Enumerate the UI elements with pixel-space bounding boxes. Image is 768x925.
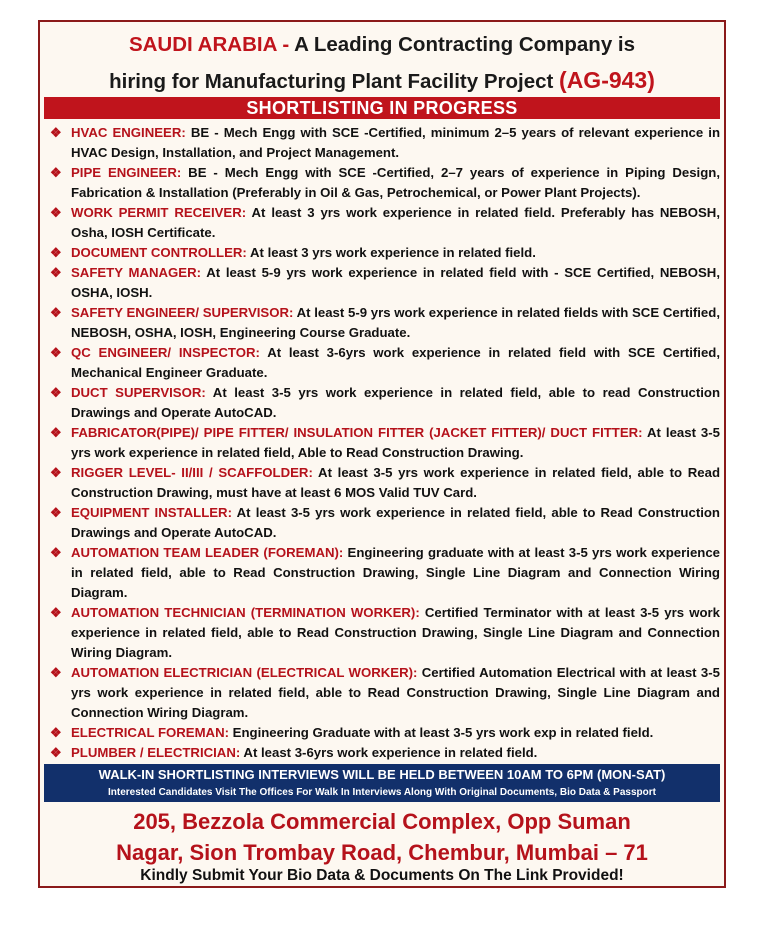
diamond-bullet-icon: ❖	[50, 745, 62, 760]
job-list	[50, 123, 720, 763]
job-title: QC ENGINEER/ INSPECTOR:	[71, 345, 260, 360]
job-description: Engineering graduate with at least 3-5 yrs work experience in related field, able to Read Construction Drawing, Single Line Diagram and Connection Wiring Diagram.	[71, 545, 721, 600]
address-line-2: Nagar, Sion Trombay Road, Chembur, Mumbai – 71	[116, 840, 648, 865]
job-title: DOCUMENT CONTROLLER:	[71, 245, 247, 260]
header-company: A Leading Contracting Company is	[294, 33, 636, 56]
job-item	[50, 163, 720, 203]
office-address	[40, 806, 724, 868]
job-title: SAFETY MANAGER:	[71, 265, 202, 280]
job-title: AUTOMATION TECHNICIAN (TERMINATION WORKER):	[71, 605, 420, 620]
job-description: At least 3 yrs work experience in related field. Preferably has NEBOSH, Osha, IOSH Certificate.	[71, 205, 720, 240]
job-title: FABRICATOR(PIPE)/ PIPE FITTER/ INSULATION FITTER (JACKET FITTER)/ DUCT FITTER:	[71, 425, 643, 440]
diamond-bullet-icon: ❖	[50, 305, 62, 320]
diamond-bullet-icon: ❖	[50, 505, 62, 520]
job-description: At least 3-6yrs work experience in related field.	[240, 745, 538, 760]
job-title: HVAC ENGINEER:	[71, 125, 186, 140]
submit-note: Kindly Submit Your Bio Data & Documents On The Link Provided!	[140, 867, 624, 884]
job-item	[50, 723, 720, 743]
header-project: hiring for Manufacturing Plant Facility Project	[109, 70, 554, 93]
job-item	[50, 423, 720, 463]
poster-header	[40, 28, 724, 98]
job-item	[50, 243, 720, 263]
header-line-2	[40, 62, 724, 98]
job-item	[50, 123, 720, 163]
diamond-bullet-icon: ❖	[50, 345, 62, 360]
job-title: AUTOMATION ELECTRICIAN (ELECTRICAL WORKER):	[71, 665, 418, 680]
job-description: At least 3-5 yrs work experience in related field, able to Read Construction Drawing, must have at least 6 MOS Valid TUV Card.	[71, 465, 721, 500]
job-title: WORK PERMIT RECEIVER:	[71, 205, 247, 220]
job-item	[50, 303, 720, 343]
job-item	[50, 603, 720, 663]
job-item	[50, 263, 720, 303]
job-item	[50, 663, 720, 723]
diamond-bullet-icon: ❖	[50, 205, 62, 220]
diamond-bullet-icon: ❖	[50, 165, 62, 180]
job-item	[50, 383, 720, 423]
address-line-1: 205, Bezzola Commercial Complex, Opp Suman	[133, 809, 631, 834]
job-code: (AG-943)	[559, 67, 655, 93]
job-description: BE - Mech Engg with SCE -Certified, 2–7 years of experience in Piping Design, Fabrication & Installation (Preferably in Oil & Gas, Petrochemical, or Power Plant Projects).	[71, 165, 720, 200]
diamond-bullet-icon: ❖	[50, 725, 62, 740]
diamond-bullet-icon: ❖	[50, 265, 62, 280]
job-description: Certified Automation Electrical with at least 3-5 yrs work experience in related field, able to Read Construction Drawing, Single Line Diagram and Connection Wiring Diagram.	[71, 665, 720, 720]
job-title: PLUMBER / ELECTRICIAN:	[71, 745, 241, 760]
header-line-1	[40, 28, 724, 62]
header-country: SAUDI ARABIA -	[128, 33, 290, 56]
diamond-bullet-icon: ❖	[50, 545, 62, 560]
job-description: At least 3-5 yrs work experience in related field, Able to Read Construction Drawing.	[71, 425, 720, 460]
walkin-headline: WALK-IN SHORTLISTING INTERVIEWS WILL BE HELD BETWEEN 10AM TO 6PM (MON-SAT)	[98, 767, 666, 782]
job-description: At least 3-6yrs work experience in related field with SCE Certified, Mechanical Engineer Graduate.	[71, 345, 720, 380]
job-description: At least 5-9 yrs work experience in related fields with SCE Certified, NEBOSH, OSHA, IOSH, Engineering Course Graduate.	[71, 305, 720, 340]
job-title: PIPE ENGINEER:	[71, 165, 182, 180]
diamond-bullet-icon: ❖	[50, 425, 62, 440]
diamond-bullet-icon: ❖	[50, 665, 62, 680]
diamond-bullet-icon: ❖	[50, 465, 62, 480]
job-item	[50, 743, 720, 763]
job-title: DUCT SUPERVISOR:	[71, 385, 206, 400]
diamond-bullet-icon: ❖	[50, 605, 62, 620]
job-description: BE - Mech Engg with SCE -Certified, minimum 2–5 years of relevant experience in HVAC Design, Installation, and Project Management.	[71, 125, 720, 160]
job-description: At least 5-9 yrs work experience in related field with - SCE Certified, NEBOSH, OSHA, IOSH.	[71, 265, 720, 300]
job-item	[50, 343, 720, 383]
job-description: At least 3-5 yrs work experience in related field, able to read Construction Drawings and Operate AutoCAD.	[71, 385, 720, 420]
job-item	[50, 503, 720, 543]
diamond-bullet-icon: ❖	[50, 385, 62, 400]
walkin-subline: Interested Candidates Visit The Offices For Walk In Interviews Along With Original Documents, Bio Data & Passport	[108, 787, 656, 798]
job-title: EQUIPMENT INSTALLER:	[71, 505, 232, 520]
job-description: Certified Terminator with at least 3-5 yrs work experience in related field, able to Read Construction Drawing, Single Line Diagram and Connection Wiring Diagram.	[71, 605, 720, 660]
shortlisting-banner: SHORTLISTING IN PROGRESS	[44, 97, 720, 119]
job-item	[50, 463, 720, 503]
job-title: RIGGER LEVEL- II/III / SCAFFOLDER:	[71, 465, 313, 480]
job-item	[50, 203, 720, 243]
job-description: At least 3-5 yrs work experience in related field, able to Read Construction Drawings and Operate AutoCAD.	[71, 505, 720, 540]
walkin-banner	[44, 764, 720, 802]
job-title: SAFETY ENGINEER/ SUPERVISOR:	[71, 305, 294, 320]
job-title: ELECTRICAL FOREMAN:	[71, 725, 229, 740]
job-title: AUTOMATION TEAM LEADER (FOREMAN):	[71, 545, 344, 560]
diamond-bullet-icon: ❖	[50, 245, 62, 260]
job-item	[50, 543, 720, 603]
job-description: Engineering Graduate with at least 3-5 yrs work exp in related field.	[229, 725, 654, 740]
diamond-bullet-icon: ❖	[50, 125, 62, 140]
job-description: At least 3 yrs work experience in related field.	[246, 245, 536, 260]
job-poster	[38, 20, 726, 888]
